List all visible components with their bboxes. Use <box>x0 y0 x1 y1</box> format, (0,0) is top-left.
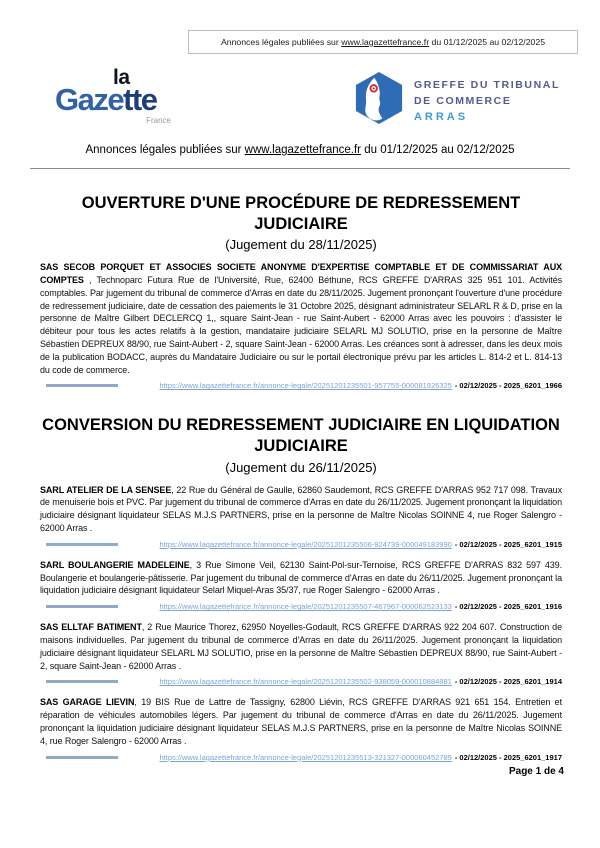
header-divider <box>30 168 570 169</box>
gazette-logo-country: France <box>146 116 171 125</box>
announcement-text <box>40 559 562 597</box>
announcement-ref: - 02/12/2025 - 2025_6201_1914 <box>454 677 562 687</box>
announcement-link[interactable]: https://www.lagazettefrance.fr/annonce-legale/20251201235502-938059-000010884881 <box>159 677 452 687</box>
announcement-text <box>40 621 562 672</box>
judgment-date: (Jugement du 28/11/2025) <box>225 237 377 253</box>
announcement-ref: - 02/12/2025 - 2025_6201_1915 <box>454 539 562 549</box>
announcement-link-row <box>40 601 562 612</box>
link-separator-rule <box>46 605 118 608</box>
link-separator-rule <box>46 756 118 759</box>
announcement-body: , 22 Rue du Général de Gaulle, 62860 Saudemont, RCS GREFFE D'ARRAS 952 717 098. Travaux de menuiserie bois et PVC. Par jugement du tribunal de commerce d'Arras en date du 26/11/2025. Jugement prononçant la liquidation judiciaire désignant liquidateur SELAS M.J.S PARTNERS, prise en la personne de Maître Nicolas SOINNE 4, rue Roger Salengro - 62000 Arras . <box>40 484 562 534</box>
section-liquidation <box>40 415 562 762</box>
page-number: Page 1 de 4 <box>508 766 564 777</box>
publication-range-suffix: du 01/12/2025 au 02/12/2025 <box>429 37 546 47</box>
greffe-tribunal-logo <box>354 71 560 130</box>
greffe-logo-city: ARRAS <box>413 110 469 123</box>
subtitle-prefix: Annonces légales publiées sur <box>85 144 245 156</box>
gazette-logo-wordmark: Gazette <box>55 82 157 117</box>
announcement-link-row <box>40 752 562 763</box>
announcement-text <box>40 484 562 535</box>
subtitle-url-link[interactable]: www.lagazettefrance.fr <box>244 144 362 156</box>
announcement-link-row <box>40 676 562 687</box>
announcement-ref: - 02/12/2025 - 2025_6201_1917 <box>454 752 562 762</box>
announcement-entry <box>40 559 562 612</box>
gazette-logo-la: la <box>113 66 130 89</box>
announcement-link[interactable]: https://www.lagazettefrance.fr/annonce-legale/20251201235507-467967-000062523133 <box>159 602 452 612</box>
announcement-entry <box>40 261 562 391</box>
link-separator-rule <box>46 384 118 387</box>
company-name: SAS ELLTAF BATIMENT <box>40 622 142 633</box>
company-name: SARL BOULANGERIE MADELEINE <box>40 559 190 570</box>
link-reference-group <box>160 677 563 686</box>
company-name: SAS SECOB PORQUET ET ASSOCIES SOCIETE ANONYME D'EXPERTISE COMPTABLE ET DE COMMISSARIAT AUX COMPTES <box>40 262 562 286</box>
link-reference-group <box>160 602 563 611</box>
announcement-ref: - 02/12/2025 - 2025_6201_1966 <box>454 381 562 391</box>
announcement-body: , Technoparc Futura Rue de l'Université, Rue, 62400 Béthune, RCS GREFFE D'ARRAS 325 951 101. Activités comptables. Par jugement du tribunal de commerce d'Arras en date du 28/11/2025. Jugement prononçant l'ouverture d'une procédure de redressement judiciaire, date de cessation des paiements le 31 Octobre 2025, désignant administrateur SELARL R & D, prise en la personne de Maître Gilbert DECLERCQ 1,, square Saint-Jean - rue Saint-Aubert - 62000 Arras avec les pouvoirs : d'assister le débiteur pour tous les actes relatifs à la gestion, mandataire judiciaire SELARL MJ SOLUTIO, prise en la personne de Maître Sébastien DEPREUX 88/90, rue Saint-Aubert - 2, square Saint-Jean - 62000 Arras. Les créances sont à adresser, dans les deux mois de la publication BODACC, auprès du Mandataire Judiciaire ou sur le portail électronique prévu par les articles L. 814-2 et L. 814-13 du code de commerce. <box>40 275 562 375</box>
publication-range-box <box>188 30 578 54</box>
publication-range-subtitle <box>0 144 600 156</box>
announcement-entry <box>40 484 562 550</box>
announcement-body: , 3 Rue Simone Veil, 62130 Saint-Pol-sur-Ternoise, RCS GREFFE D'ARRAS 832 597 439. Boulangerie et boulangerie-pâtisserie. Par jugement du tribunal de commerce d'Arras en date du 26/11/2025. Jugement prononçant la liquidation judiciaire désignant liquidateur Selarl Miquel-Aras 35/37, rue Roger Salengro - 62000 Arras . <box>40 559 562 596</box>
link-separator-rule <box>46 543 118 546</box>
link-reference-group <box>160 753 563 762</box>
announcement-link[interactable]: https://www.lagazettefrance.fr/annonce-legale/20251201235501-957755-000081926325 <box>159 381 452 391</box>
gazette-url-link[interactable]: www.lagazettefrance.fr <box>341 37 430 47</box>
announcements-content <box>40 193 562 763</box>
announcement-link[interactable]: https://www.lagazettefrance.fr/annonce-legale/20251201235506-924739-000049183990 <box>159 539 452 549</box>
greffe-logo-line2: DE COMMERCE <box>413 94 512 107</box>
subtitle-suffix: du 01/12/2025 au 02/12/2025 <box>361 144 515 156</box>
announcement-entry <box>40 696 562 762</box>
marianne-hexagon-icon <box>354 71 404 130</box>
section-title: OUVERTURE D'UNE PROCÉDURE DE REDRESSEMENT JUDICIAIRE <box>81 194 521 233</box>
announcement-text <box>40 696 562 747</box>
link-separator-rule <box>46 680 118 683</box>
announcement-text <box>40 261 562 376</box>
announcement-link-row <box>40 539 562 550</box>
la-gazette-logo <box>55 67 177 125</box>
link-reference-group <box>160 540 563 549</box>
announcement-link[interactable]: https://www.lagazettefrance.fr/annonce-legale/20251201235513-321327-000060452789 <box>159 752 452 762</box>
section-redressement <box>40 193 562 391</box>
company-name: SARL ATELIER DE LA SENSEE <box>40 484 172 495</box>
announcement-body: , 19 BIS Rue de Lattre de Tassigny, 62800 Liévin, RCS GREFFE D'ARRAS 921 651 154. Entretien et réparation de véhicules automobiles légers. Par jugement du tribunal de commerce d'Arras en date du 26/11/2025. Jugement prononçant la liquidation judiciaire désignant liquidateur SELAS M.J.S PARTNERS, prise en la personne de Maître Nicolas SOINNE 4, rue Roger Salengro - 62000 Arras . <box>40 697 562 746</box>
announcement-link-row <box>40 380 562 391</box>
announcement-body: , 2 Rue Maurice Thorez, 62950 Noyelles-Godault, RCS GREFFE D'ARRAS 922 204 607. Construction de maisons individuelles. Par jugement du tribunal de commerce d'Arras en date du 26/11/2025. Jugement prononçant la liquidation judiciaire désignant liquidateur SELARL MJ SOLUTIO, prise en la personne de Maître Sébastien DEPREUX 88/90, rue Saint-Aubert - 2, square Saint-Jean - 62000 Arras . <box>40 622 562 671</box>
publication-range-prefix: Annonces légales publiées sur <box>220 37 342 47</box>
greffe-logo-line1: GREFFE DU TRIBUNAL <box>413 79 560 92</box>
link-reference-group <box>160 381 563 390</box>
header-logos <box>55 67 560 133</box>
section-title: CONVERSION DU REDRESSEMENT JUDICIAIRE EN LIQUIDATION JUDICIAIRE <box>42 416 560 456</box>
announcement-ref: - 02/12/2025 - 2025_6201_1916 <box>454 602 562 612</box>
greffe-logo-text <box>414 78 560 122</box>
company-name: SAS GARAGE LIEVIN <box>40 697 135 708</box>
judgment-date: (Jugement du 26/11/2025) <box>225 459 377 475</box>
announcement-entry <box>40 621 562 687</box>
